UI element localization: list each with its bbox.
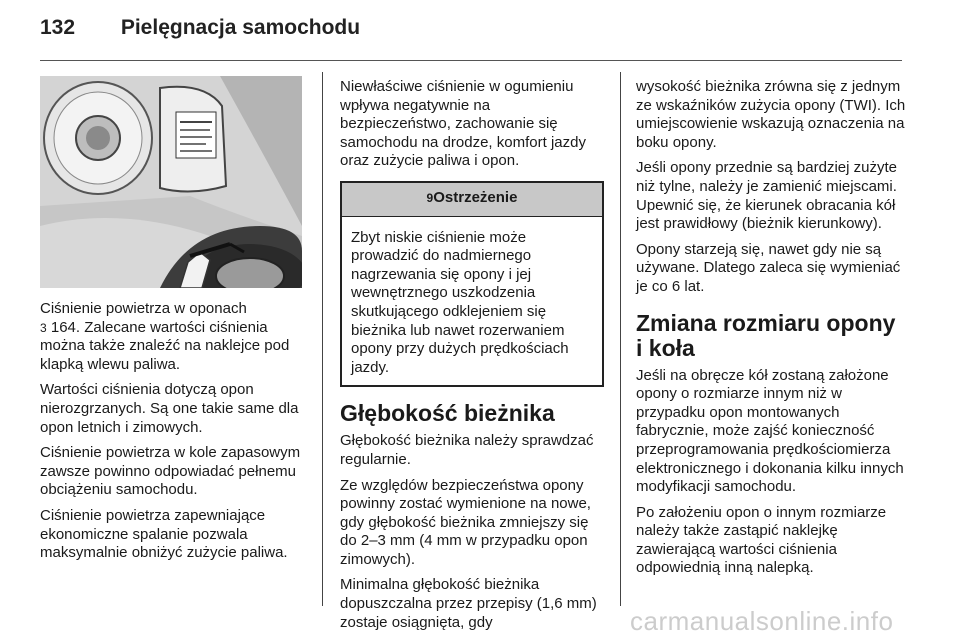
- section-heading: [636, 311, 906, 361]
- paragraph: Opony starzeją się, nawet gdy nie są używane. Dlatego zaleca się wymieniać je co 6 lat.: [636, 240, 901, 295]
- paragraph: [40, 300, 308, 374]
- section-heading-line: Zmiana rozmiaru opony: [636, 309, 896, 336]
- paragraph: Minimalna głębokość bieżnika dopuszczalna przez przepisy (1,6 mm) zostaje osiągnięta, gdy: [340, 576, 597, 631]
- paragraph-text: 164. Zalecane wartości ciśnienia można także znaleźć na naklejce pod klapką wlewu paliwa.: [40, 318, 290, 373]
- column-1: [40, 300, 308, 570]
- watermark: carmanualsonline.info: [630, 606, 894, 636]
- section-heading-line: i koła: [636, 334, 695, 361]
- warning-text: Zbyt niskie ciśnienie może prowadzić do nadmiernego nagrzewania się opony i jej wewnętrznego uszkodzenia skutkującego odklejeniem się bieżnika lub nawet rozerwaniem opony przy dużych prędkościach jazdy.: [351, 228, 569, 376]
- warning-title: Ostrzeżenie: [433, 188, 518, 206]
- paragraph: Jeśli opony przednie są bardziej zużyte niż tylne, należy je zamienić miejscami. Upewnić się, że kierunek obracania kół jest prawidłowy (bieżnik kierunkowy).: [636, 159, 897, 233]
- page-number: 132: [40, 16, 76, 39]
- paragraph: Po założeniu opon o innym rozmiarze należy także zastąpić naklejkę zawierającą wartości ciśnienia odpowiednią inną nalepką.: [636, 503, 887, 577]
- cross-reference-arrow-icon: 3: [40, 320, 47, 335]
- paragraph: Głębokość bieżnika należy sprawdzać regularnie.: [340, 432, 594, 468]
- paragraph: Jeśli na obręcze kół zostaną założone opony o rozmiarze innym niż w przypadku opon montowanych fabrycznie, może zajść konieczność przeprogramowania prędkościomierza elektronicznego i dokonania kilku innych modyfikacji samochodu.: [636, 366, 904, 496]
- column-2: [340, 78, 604, 639]
- section-heading: Głębokość bieżnika: [340, 400, 555, 427]
- column-divider-2: [620, 72, 621, 606]
- tire-pressure-illustration: [40, 76, 302, 288]
- paragraph-text: Ciśnienie powietrza w oponach: [40, 300, 247, 317]
- page-header: [40, 16, 360, 46]
- header-rule: [40, 60, 902, 61]
- paragraph: Ze względów bezpieczeństwa opony powinny zostać wymienione na nowe, gdy głębokość bieżnika zmniejszy się do 2–3 mm (4 mm w przypadku opon zimowych).: [340, 476, 591, 568]
- paragraph: wysokość bieżnika zrówna się z jednym ze wskaźników zużycia opony (TWI). Ich umiejscowienie wskazują oznaczenia na boku opony.: [636, 78, 906, 151]
- paragraph: Wartości ciśnienia dotyczą opon nierozgrzanych. Są one takie same dla opon letnich i zimowych.: [40, 381, 299, 436]
- warning-box: [340, 181, 604, 387]
- paragraph: Niewłaściwe ciśnienie w ogumieniu wpływa negatywnie na bezpieczeństwo, zachowanie się samochodu na drodze, komfort jazdy oraz zużycie paliwa i opon.: [340, 78, 586, 170]
- paragraph: Ciśnienie powietrza w kole zapasowym zawsze powinno odpowiadać pełnemu obciążeniu samochodu.: [40, 444, 301, 499]
- paragraph: Ciśnienie powietrza zapewniające ekonomiczne spalanie pozwala maksymalnie obniżyć zużycie paliwa.: [40, 506, 288, 562]
- page-title: Pielęgnacja samochodu: [120, 16, 361, 39]
- column-3: [636, 78, 906, 585]
- fuel-flap-tire-drawing: [40, 76, 302, 288]
- column-divider-1: [322, 72, 323, 606]
- warning-header: [342, 183, 602, 217]
- warning-triangle-icon: 9: [426, 190, 434, 205]
